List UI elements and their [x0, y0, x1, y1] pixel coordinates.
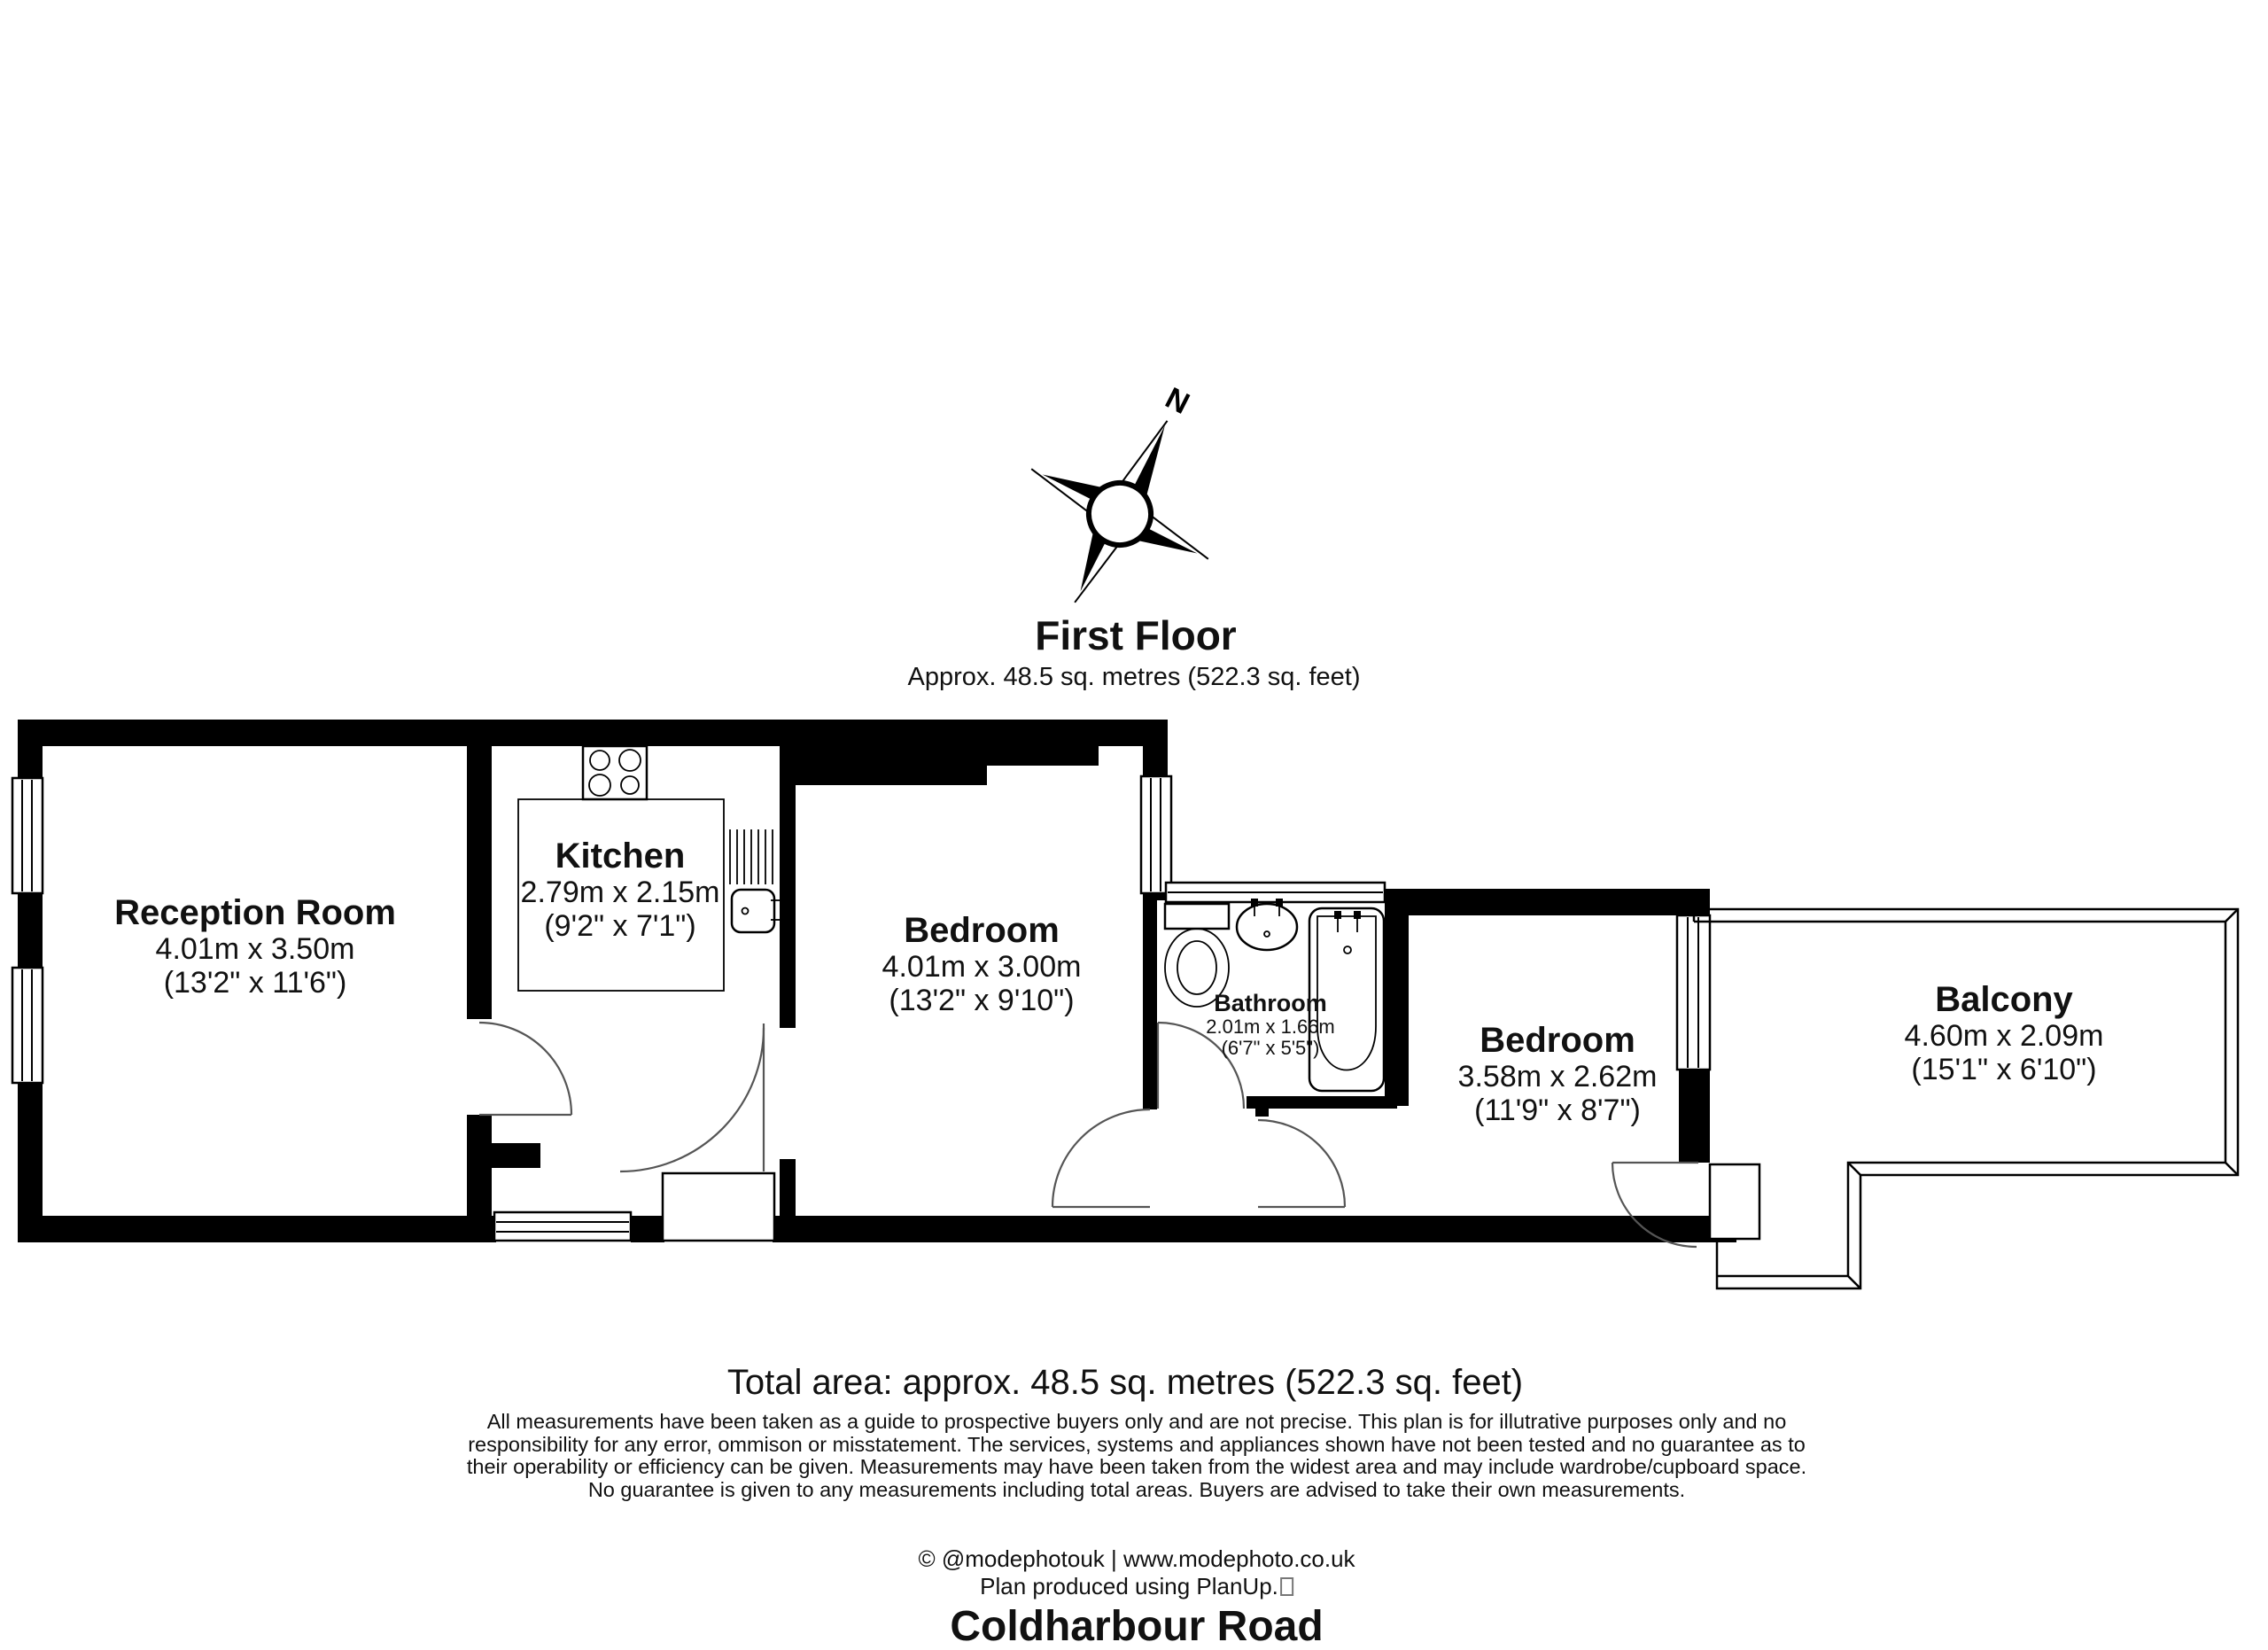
room-size-metric: 4.60m x 2.09m — [1904, 1019, 2104, 1053]
room-name: Bedroom — [904, 911, 1060, 950]
reception-window-upper — [12, 778, 43, 893]
room-size-metric: 4.01m x 3.00m — [882, 950, 1082, 984]
room-size-imperial: (15'1" x 6'10") — [1911, 1053, 2097, 1086]
room-size-imperial: (13'2" x 9'10") — [889, 984, 1075, 1017]
room-name: Balcony — [1935, 980, 2073, 1019]
bathroom-window — [1166, 883, 1385, 902]
total-area-text: Total area: approx. 48.5 sq. metres (522.3 sq. feet) — [726, 1363, 1524, 1402]
room-name: Kitchen — [555, 837, 686, 876]
room-label-bedroom2 — [1458, 1021, 1658, 1127]
entrance-step — [663, 1173, 774, 1241]
room-size-imperial: (11'9" x 8'7") — [1474, 1094, 1641, 1127]
compass-icon — [986, 341, 1273, 648]
produced-text: Plan produced using PlanUp. — [980, 1573, 1278, 1599]
room-size-metric: 2.01m x 1.66m — [1206, 1016, 1335, 1038]
floor-area-subtitle: Approx. 48.5 sq. metres (522.3 sq. feet) — [907, 663, 1361, 691]
room-label-balcony — [1905, 980, 2104, 1086]
hall-window — [494, 1212, 631, 1241]
bedroom1-door-swing — [620, 1023, 764, 1171]
room-size-metric: 3.58m x 2.62m — [1457, 1060, 1658, 1094]
balcony-outline — [1694, 909, 2238, 1288]
reception-door-swing — [479, 1023, 571, 1115]
room-label-kitchen — [521, 837, 720, 943]
credit-line: © @modephotouk | www.modephoto.co.uk — [918, 1545, 1355, 1572]
basin-icon — [1237, 899, 1297, 950]
address-title: Coldharbour Road — [950, 1603, 1324, 1650]
bedroom2-door-swing — [1258, 1120, 1345, 1207]
room-size-imperial: (9'2" x 7'1") — [544, 909, 696, 943]
room-size-metric: 4.01m x 3.50m — [155, 932, 355, 966]
room-label-bedroom1 — [882, 911, 1082, 1017]
disclaimer-line: responsibility for any error, ommison or misstatement. The services, systems and appliances shown have not been tested and no guarantee as to — [468, 1432, 1806, 1456]
lobby-bedroom1-door-swing — [1052, 1109, 1150, 1207]
room-label-bathroom — [1206, 991, 1335, 1059]
produced-line — [980, 1573, 1293, 1599]
room-name: Bedroom — [1480, 1021, 1635, 1060]
bedroom2-window — [1677, 915, 1710, 1070]
room-name: Bathroom — [1214, 990, 1327, 1016]
room-size-metric: 2.79m x 2.15m — [520, 876, 720, 909]
reception-window-lower — [12, 968, 43, 1083]
compass-north-label: N — [1160, 381, 1195, 422]
disclaimer-line: No guarantee is given to any measurements including total areas. Buyers are advised to take their own measurements. — [587, 1477, 1686, 1501]
missing-char-box — [1280, 1577, 1293, 1596]
room-size-imperial: (13'2" x 11'6") — [163, 966, 347, 1000]
room-name: Reception Room — [114, 893, 396, 932]
disclaimer-line: All measurements have been taken as a guide to prospective buyers only and are not precise. This plan is for illutrative purposes only and no — [486, 1410, 1787, 1433]
room-label-reception — [109, 893, 401, 1000]
bedroom1-window — [1141, 776, 1171, 893]
disclaimer-text — [229, 1411, 2045, 1501]
floor-title: First Floor — [1035, 612, 1237, 658]
hob-icon — [583, 746, 647, 799]
room-size-imperial: (6'7" x 5'5") — [1221, 1037, 1320, 1059]
disclaimer-line: their operability or efficiency can be given. Measurements may have been taken from the widest area and may include wardrobe/cupboard space. — [466, 1455, 1807, 1478]
